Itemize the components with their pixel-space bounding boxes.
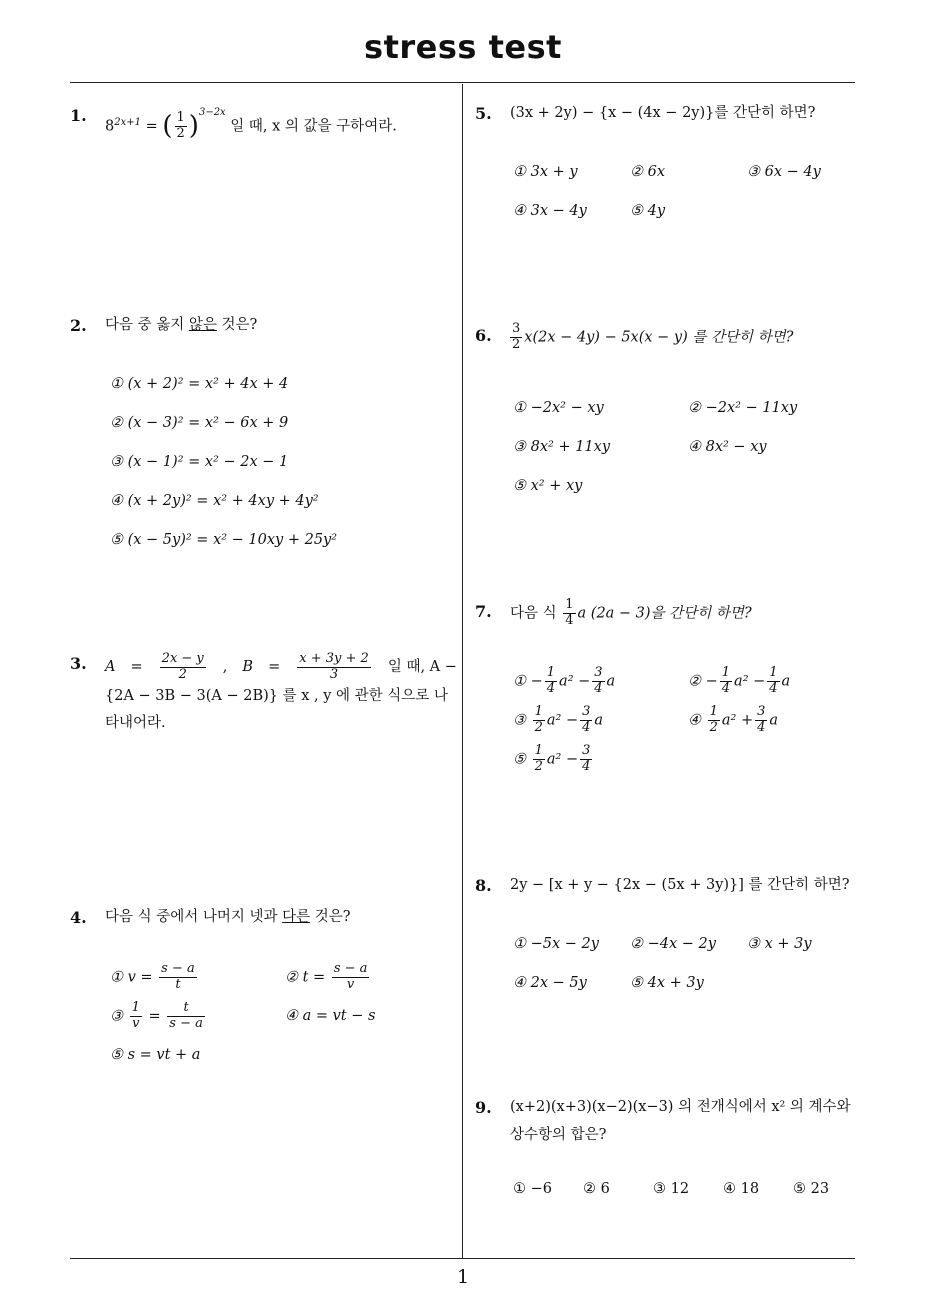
question-1-number: 1.: [70, 106, 87, 125]
page-number: 1: [456, 1266, 470, 1288]
question-2-text: 다음 중 옳지 않은 것은?: [105, 317, 258, 333]
question-2-number: 2.: [70, 316, 87, 335]
question-7-option-5[interactable]: ⑤ $\frac{1}{2}$ a² − $\frac{3}{4}$: [513, 743, 591, 774]
question-5-option-2[interactable]: ② 6x: [630, 164, 666, 180]
question-2-option-4[interactable]: ④ (x + 2y)² = x² + 4xy + 4y²: [110, 493, 319, 509]
question-8-option-5[interactable]: ⑤ 4x + 3y: [630, 975, 704, 991]
question-9-option-2[interactable]: ② 6: [583, 1181, 610, 1197]
question-6-option-1[interactable]: ① −2x² − xy: [513, 400, 604, 416]
question-6-text: $\frac{3}{2}$ x(2x − 4y) − 5x(x − y) 를 간단히 하면?: [512, 321, 794, 352]
page-title: stress test: [364, 28, 562, 66]
question-7-number: 7.: [475, 602, 492, 621]
question-2-option-2[interactable]: ② (x − 3)² = x² − 6x + 9: [110, 415, 289, 431]
question-2-option-3[interactable]: ③ (x − 1)² = x² − 2x − 1: [110, 454, 289, 470]
question-6-number: 6.: [475, 326, 492, 345]
question-4-option-2[interactable]: ② t = $\frac{s - a}{v}$: [285, 961, 368, 992]
question-4-option-3[interactable]: ③ $\frac{1}{v}$ = $\frac{t}{s - a}$: [110, 1000, 203, 1031]
footer-rule: [70, 1258, 855, 1259]
question-7-option-1[interactable]: ① − $\frac{1}{4}$ a² − $\frac{3}{4}$ a: [513, 665, 616, 696]
question-8-text: 2y − [x + y − {2x − (5x + 3y)}] 를 간단히 하면?: [510, 877, 850, 893]
question-6-option-3[interactable]: ③ 8x² + 11xy: [513, 439, 611, 455]
question-4-option-4[interactable]: ④ a = vt − s: [285, 1008, 376, 1024]
question-3-number: 3.: [70, 654, 87, 673]
question-9-text: (x+2)(x+3)(x−2)(x−3) 의 전개식에서 x² 의 계수와 상수항의 합은?: [510, 1099, 851, 1143]
question-8-option-1[interactable]: ① −5x − 2y: [513, 936, 599, 952]
question-9-option-4[interactable]: ④ 18: [723, 1181, 760, 1197]
question-5-option-3[interactable]: ③ 6x − 4y: [747, 164, 821, 180]
question-2-option-5[interactable]: ⑤ (x − 5y)² = x² − 10xy + 25y²: [110, 532, 338, 548]
question-4-option-5[interactable]: ⑤ s = vt + a: [110, 1047, 201, 1063]
question-4-number: 4.: [70, 908, 87, 927]
question-7-option-2[interactable]: ② − $\frac{1}{4}$ a² − $\frac{1}{4}$ a: [688, 665, 791, 696]
question-7-option-4[interactable]: ④ $\frac{1}{2}$ a² + $\frac{3}{4}$ a: [688, 704, 779, 735]
question-7-text: 다음 식 $\frac{1}{4}$ a (2a − 3)을 간단히 하면?: [510, 597, 752, 628]
question-5-option-5[interactable]: ⑤ 4y: [630, 203, 666, 219]
question-8-option-3[interactable]: ③ x + 3y: [747, 936, 812, 952]
question-4-text: 다음 식 중에서 나머지 넷과 다른 것은?: [105, 909, 351, 925]
question-4-option-1[interactable]: ① v = $\frac{s - a}{t}$: [110, 961, 195, 992]
question-6-option-5[interactable]: ⑤ x² + xy: [513, 478, 583, 494]
question-8-number: 8.: [475, 876, 492, 895]
question-7-option-3[interactable]: ③ $\frac{1}{2}$ a² − $\frac{3}{4}$ a: [513, 704, 604, 735]
question-9-number: 9.: [475, 1098, 492, 1117]
question-3-text: A = $\frac{2x - y}{2}$ , B = $\frac{x + 3y + 2}{3}$ 일 때, A − {2A − 3B − 3(A − 2B)} 를 x , y 에 관한 식으로 나 타내어라.: [105, 651, 457, 732]
question-9-option-5[interactable]: ⑤ 23: [793, 1181, 830, 1197]
question-6-option-4[interactable]: ④ 8x² − xy: [688, 439, 767, 455]
column-divider: [462, 84, 463, 1258]
question-1-text: $8^{2x+1}$ = ( $\frac{1}{2}$ )$^{3-2x}$ 일 때, x 의 값을 구하여라.: [105, 106, 397, 142]
question-8-option-4[interactable]: ④ 2x − 5y: [513, 975, 587, 991]
header-rule: [70, 82, 855, 83]
question-6-option-2[interactable]: ② −2x² − 11xy: [688, 400, 798, 416]
question-5-option-4[interactable]: ④ 3x − 4y: [513, 203, 587, 219]
question-5-text: (3x + 2y) − {x − (4x − 2y)}를 간단히 하면?: [510, 105, 816, 121]
question-9-option-1[interactable]: ① −6: [513, 1181, 552, 1197]
question-5-option-1[interactable]: ① 3x + y: [513, 164, 578, 180]
question-2-option-1[interactable]: ① (x + 2)² = x² + 4x + 4: [110, 376, 289, 392]
question-5-number: 5.: [475, 104, 492, 123]
question-8-option-2[interactable]: ② −4x − 2y: [630, 936, 716, 952]
question-9-option-3[interactable]: ③ 12: [653, 1181, 690, 1197]
